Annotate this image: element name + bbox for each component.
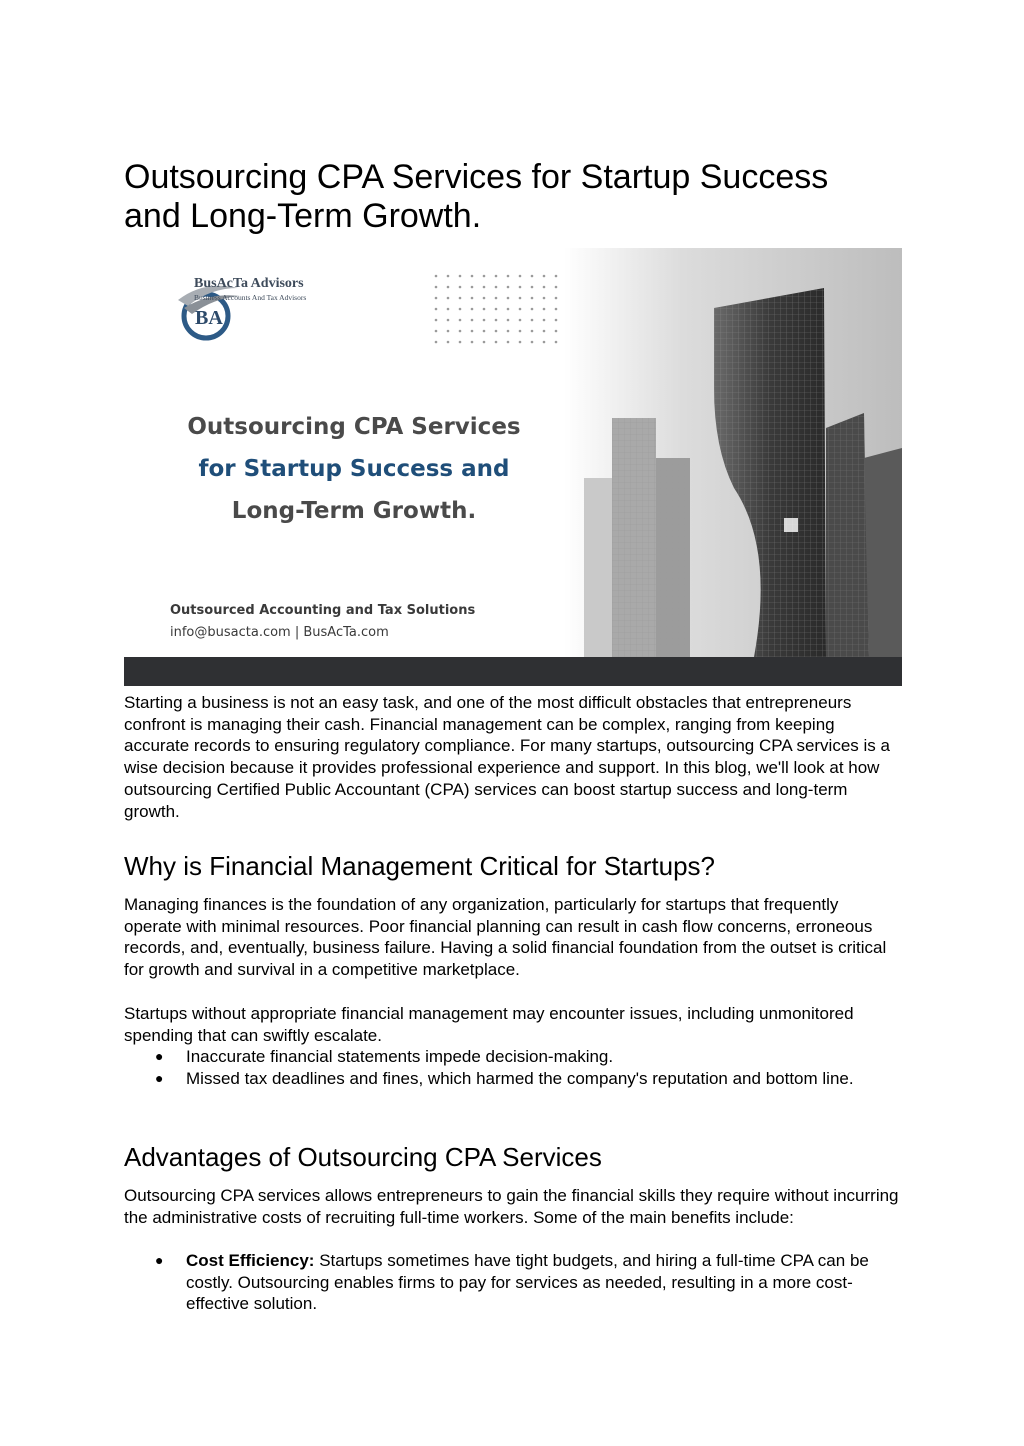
grid-dot [507, 286, 510, 289]
grid-dot [519, 319, 522, 322]
grid-dot [495, 330, 498, 333]
grid-dot [543, 341, 546, 344]
dot-grid-decoration [432, 272, 572, 350]
section1-heading: Why is Financial Management Critical for Startups? [124, 851, 716, 881]
grid-dot [447, 308, 450, 311]
banner-headline-line2: for Startup Success and [198, 456, 510, 482]
grid-dot [459, 308, 462, 311]
grid-dot [555, 341, 558, 344]
logo-tagline: Business Accounts And Tax Advisors [194, 293, 307, 302]
grid-dot [459, 275, 462, 278]
grid-dot [519, 330, 522, 333]
grid-dot [495, 286, 498, 289]
grid-dot [519, 297, 522, 300]
grid-dot [495, 341, 498, 344]
grid-dot [495, 308, 498, 311]
grid-dot [447, 297, 450, 300]
hero-banner-image [124, 248, 902, 686]
section2-bullet-list [124, 1250, 899, 1315]
grid-dot [483, 275, 486, 278]
grid-dot [447, 319, 450, 322]
grid-dot [519, 341, 522, 344]
banner-headline [154, 406, 554, 532]
grid-dot [471, 275, 474, 278]
list-item: ● Missed tax deadlines and fines, which harmed the company's reputation and bottom line. [155, 1068, 854, 1088]
grid-dot [531, 297, 534, 300]
section2-paragraph-1: Outsourcing CPA services allows entrepreneurs to gain the financial skills they require without incurring the administrative costs of recruiting full-time workers. Some of the main benefits include: [124, 1186, 899, 1227]
section1-paragraph-1: Managing finances is the foundation of any organization, particularly for startups that frequently operate with minimal resources. Poor financial planning can result in cash flow concerns, erroneous records, and, eventually, business failure. Having a solid financial foundation from the outset is critical for growth and survival in a competitive marketplace. [124, 895, 887, 980]
grid-dot [459, 341, 462, 344]
grid-dot [519, 286, 522, 289]
grid-dot [483, 286, 486, 289]
list-item: ● Cost Efficiency: Startups sometimes have tight budgets, and hiring a full-time CPA can be costly. Outsourcing enables firms to pay for services as needed, resulting in a more cost-effective solution. [155, 1251, 869, 1314]
grid-dot [543, 308, 546, 311]
grid-dot [495, 297, 498, 300]
grid-dot [543, 275, 546, 278]
document-title: Outsourcing CPA Services for Startup Success and Long-Term Growth. [124, 158, 829, 235]
grid-dot [471, 319, 474, 322]
list-item: ● Inaccurate financial statements impede decision-making. [155, 1047, 614, 1066]
grid-dot [507, 275, 510, 278]
grid-dot [483, 308, 486, 311]
grid-dot [447, 286, 450, 289]
grid-dot [543, 319, 546, 322]
grid-dot [483, 341, 486, 344]
grid-dot [459, 319, 462, 322]
grid-dot [555, 319, 558, 322]
grid-dot [435, 319, 438, 322]
grid-dot [507, 319, 510, 322]
grid-dot [507, 341, 510, 344]
bullet-icon: ● [155, 1069, 164, 1086]
grid-dot [495, 275, 498, 278]
logo-name: BusAcTa Advisors [194, 276, 304, 291]
grid-dot [519, 308, 522, 311]
grid-dot [531, 275, 534, 278]
bullet-icon: ● [155, 1252, 164, 1268]
banner-headline-line3: Long-Term Growth. [231, 498, 477, 524]
grid-dot [531, 319, 534, 322]
grid-dot [471, 330, 474, 333]
grid-dot [447, 341, 450, 344]
grid-dot [543, 297, 546, 300]
grid-dot [531, 341, 534, 344]
grid-dot [459, 286, 462, 289]
grid-dot [555, 308, 558, 311]
intro-paragraph: Starting a business is not an easy task, and one of the most difficult obstacles that entrepreneurs confront is managing their cash. Financial management can be complex, ranging from keeping accurate records to ensuring regulatory compliance. For many startups, outsourcing CPA services is a wise decision because it provides professional experience and support. In this blog, we'll look at how outsourcing Certified Public Accountant (CPA) services can boost startup success and long-term growth. [124, 693, 890, 821]
grid-dot [519, 275, 522, 278]
grid-dot [471, 308, 474, 311]
grid-dot [543, 330, 546, 333]
grid-dot [459, 297, 462, 300]
grid-dot [483, 319, 486, 322]
section2-heading: Advantages of Outsourcing CPA Services [124, 1142, 602, 1172]
section1-paragraph-2: Startups without appropriate financial management may encounter issues, including unmonitored spending that can swiftly escalate. [124, 1004, 854, 1045]
grid-dot [471, 341, 474, 344]
grid-dot [543, 286, 546, 289]
bullet-bold-label: Cost Efficiency: [186, 1251, 315, 1270]
banner-subline-contact: info@busacta.com | BusAcTa.com [170, 625, 389, 640]
svg-text:BA: BA [195, 307, 223, 329]
grid-dot [435, 297, 438, 300]
grid-dot [459, 330, 462, 333]
grid-dot [507, 308, 510, 311]
grid-dot [447, 330, 450, 333]
grid-dot [507, 297, 510, 300]
grid-dot [471, 286, 474, 289]
grid-dot [471, 297, 474, 300]
grid-dot [555, 330, 558, 333]
grid-dot [483, 297, 486, 300]
grid-dot [495, 319, 498, 322]
section1-bullet-list [124, 1046, 899, 1089]
grid-dot [555, 297, 558, 300]
banner-headline-line1: Outsourcing CPA Services [187, 414, 521, 440]
skyscraper-photo [564, 248, 902, 657]
grid-dot [483, 330, 486, 333]
grid-dot [555, 275, 558, 278]
grid-dot [531, 308, 534, 311]
grid-dot [531, 286, 534, 289]
grid-dot [435, 308, 438, 311]
banner-dark-band [124, 657, 902, 686]
grid-dot [447, 275, 450, 278]
grid-dot [531, 330, 534, 333]
bullet-icon: ● [155, 1048, 164, 1064]
grid-dot [435, 341, 438, 344]
banner-subline-services: Outsourced Accounting and Tax Solutions [170, 603, 476, 618]
grid-dot [507, 330, 510, 333]
grid-dot [435, 275, 438, 278]
grid-dot [555, 286, 558, 289]
grid-dot [435, 330, 438, 333]
grid-dot [435, 286, 438, 289]
